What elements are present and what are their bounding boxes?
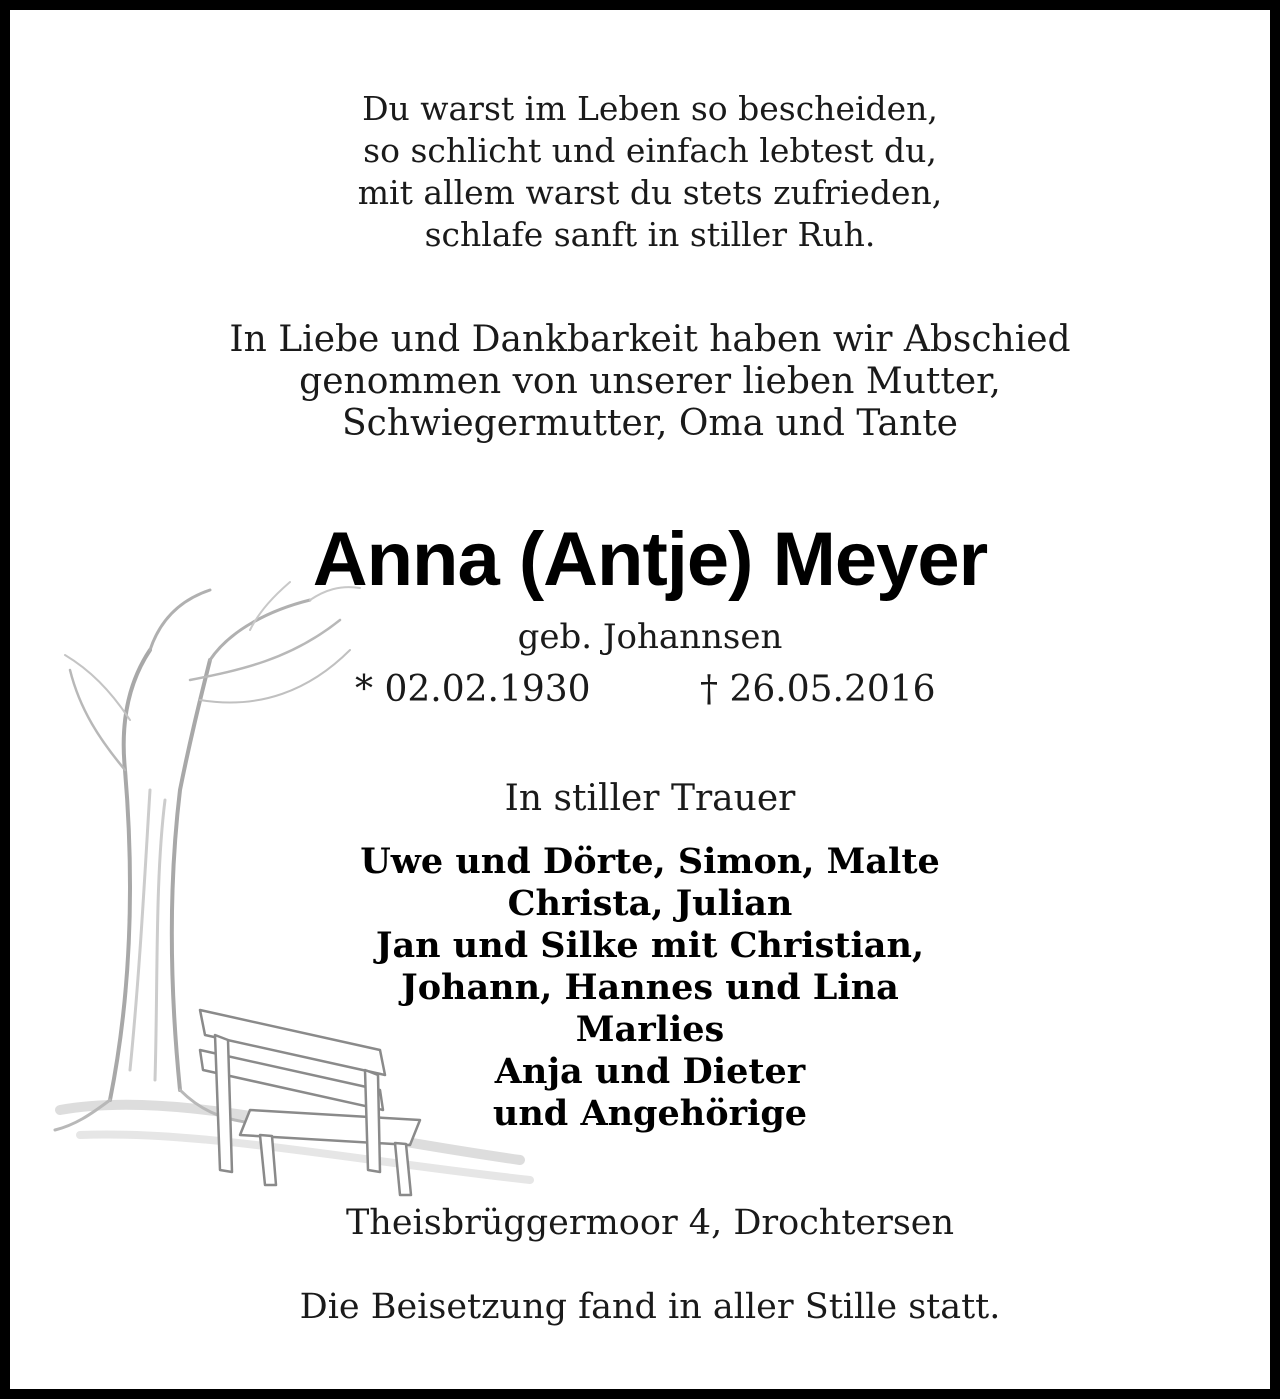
verse-line-4: schlafe sanft in stiller Ruh. xyxy=(424,215,876,254)
verse-line-2: so schlicht und einfach lebtest du, xyxy=(363,131,937,170)
family-line-7: und Angehörige xyxy=(492,1093,808,1134)
intro-line-2: genommen von unserer lieben Mutter, xyxy=(299,361,1001,402)
verse-line-3: mit allem warst du stets zufrieden, xyxy=(357,173,943,212)
funeral-note: Die Beisetzung fand in aller Stille statt. xyxy=(299,1287,1001,1327)
address: Theisbrüggermoor 4, Drochtersen xyxy=(345,1203,955,1243)
family-line-4: Johann, Hannes und Lina xyxy=(401,967,899,1008)
mourning-line: In stiller Trauer xyxy=(504,778,796,819)
birth-date: * 02.02.1930 xyxy=(355,669,591,710)
family-line-3: Jan und Silke mit Christian, xyxy=(375,925,925,966)
family-line-2: Christa, Julian xyxy=(507,883,793,924)
intro-line-1: In Liebe und Dankbarkeit haben wir Abschied xyxy=(229,319,1071,360)
family-line-6: Anja und Dieter xyxy=(494,1051,806,1092)
deceased-name: Anna (Antje) Meyer xyxy=(312,517,988,602)
birth-name: geb. Johannsen xyxy=(517,617,783,657)
life-dates xyxy=(10,669,1280,711)
death-date: † 26.05.2016 xyxy=(700,669,936,710)
family-line-5: Marlies xyxy=(575,1009,725,1050)
intro-line-3: Schwiegermutter, Oma und Tante xyxy=(342,403,958,444)
verse-line-1: Du warst im Leben so bescheiden, xyxy=(362,89,938,128)
family-line-1: Uwe und Dörte, Simon, Malte xyxy=(360,841,940,882)
